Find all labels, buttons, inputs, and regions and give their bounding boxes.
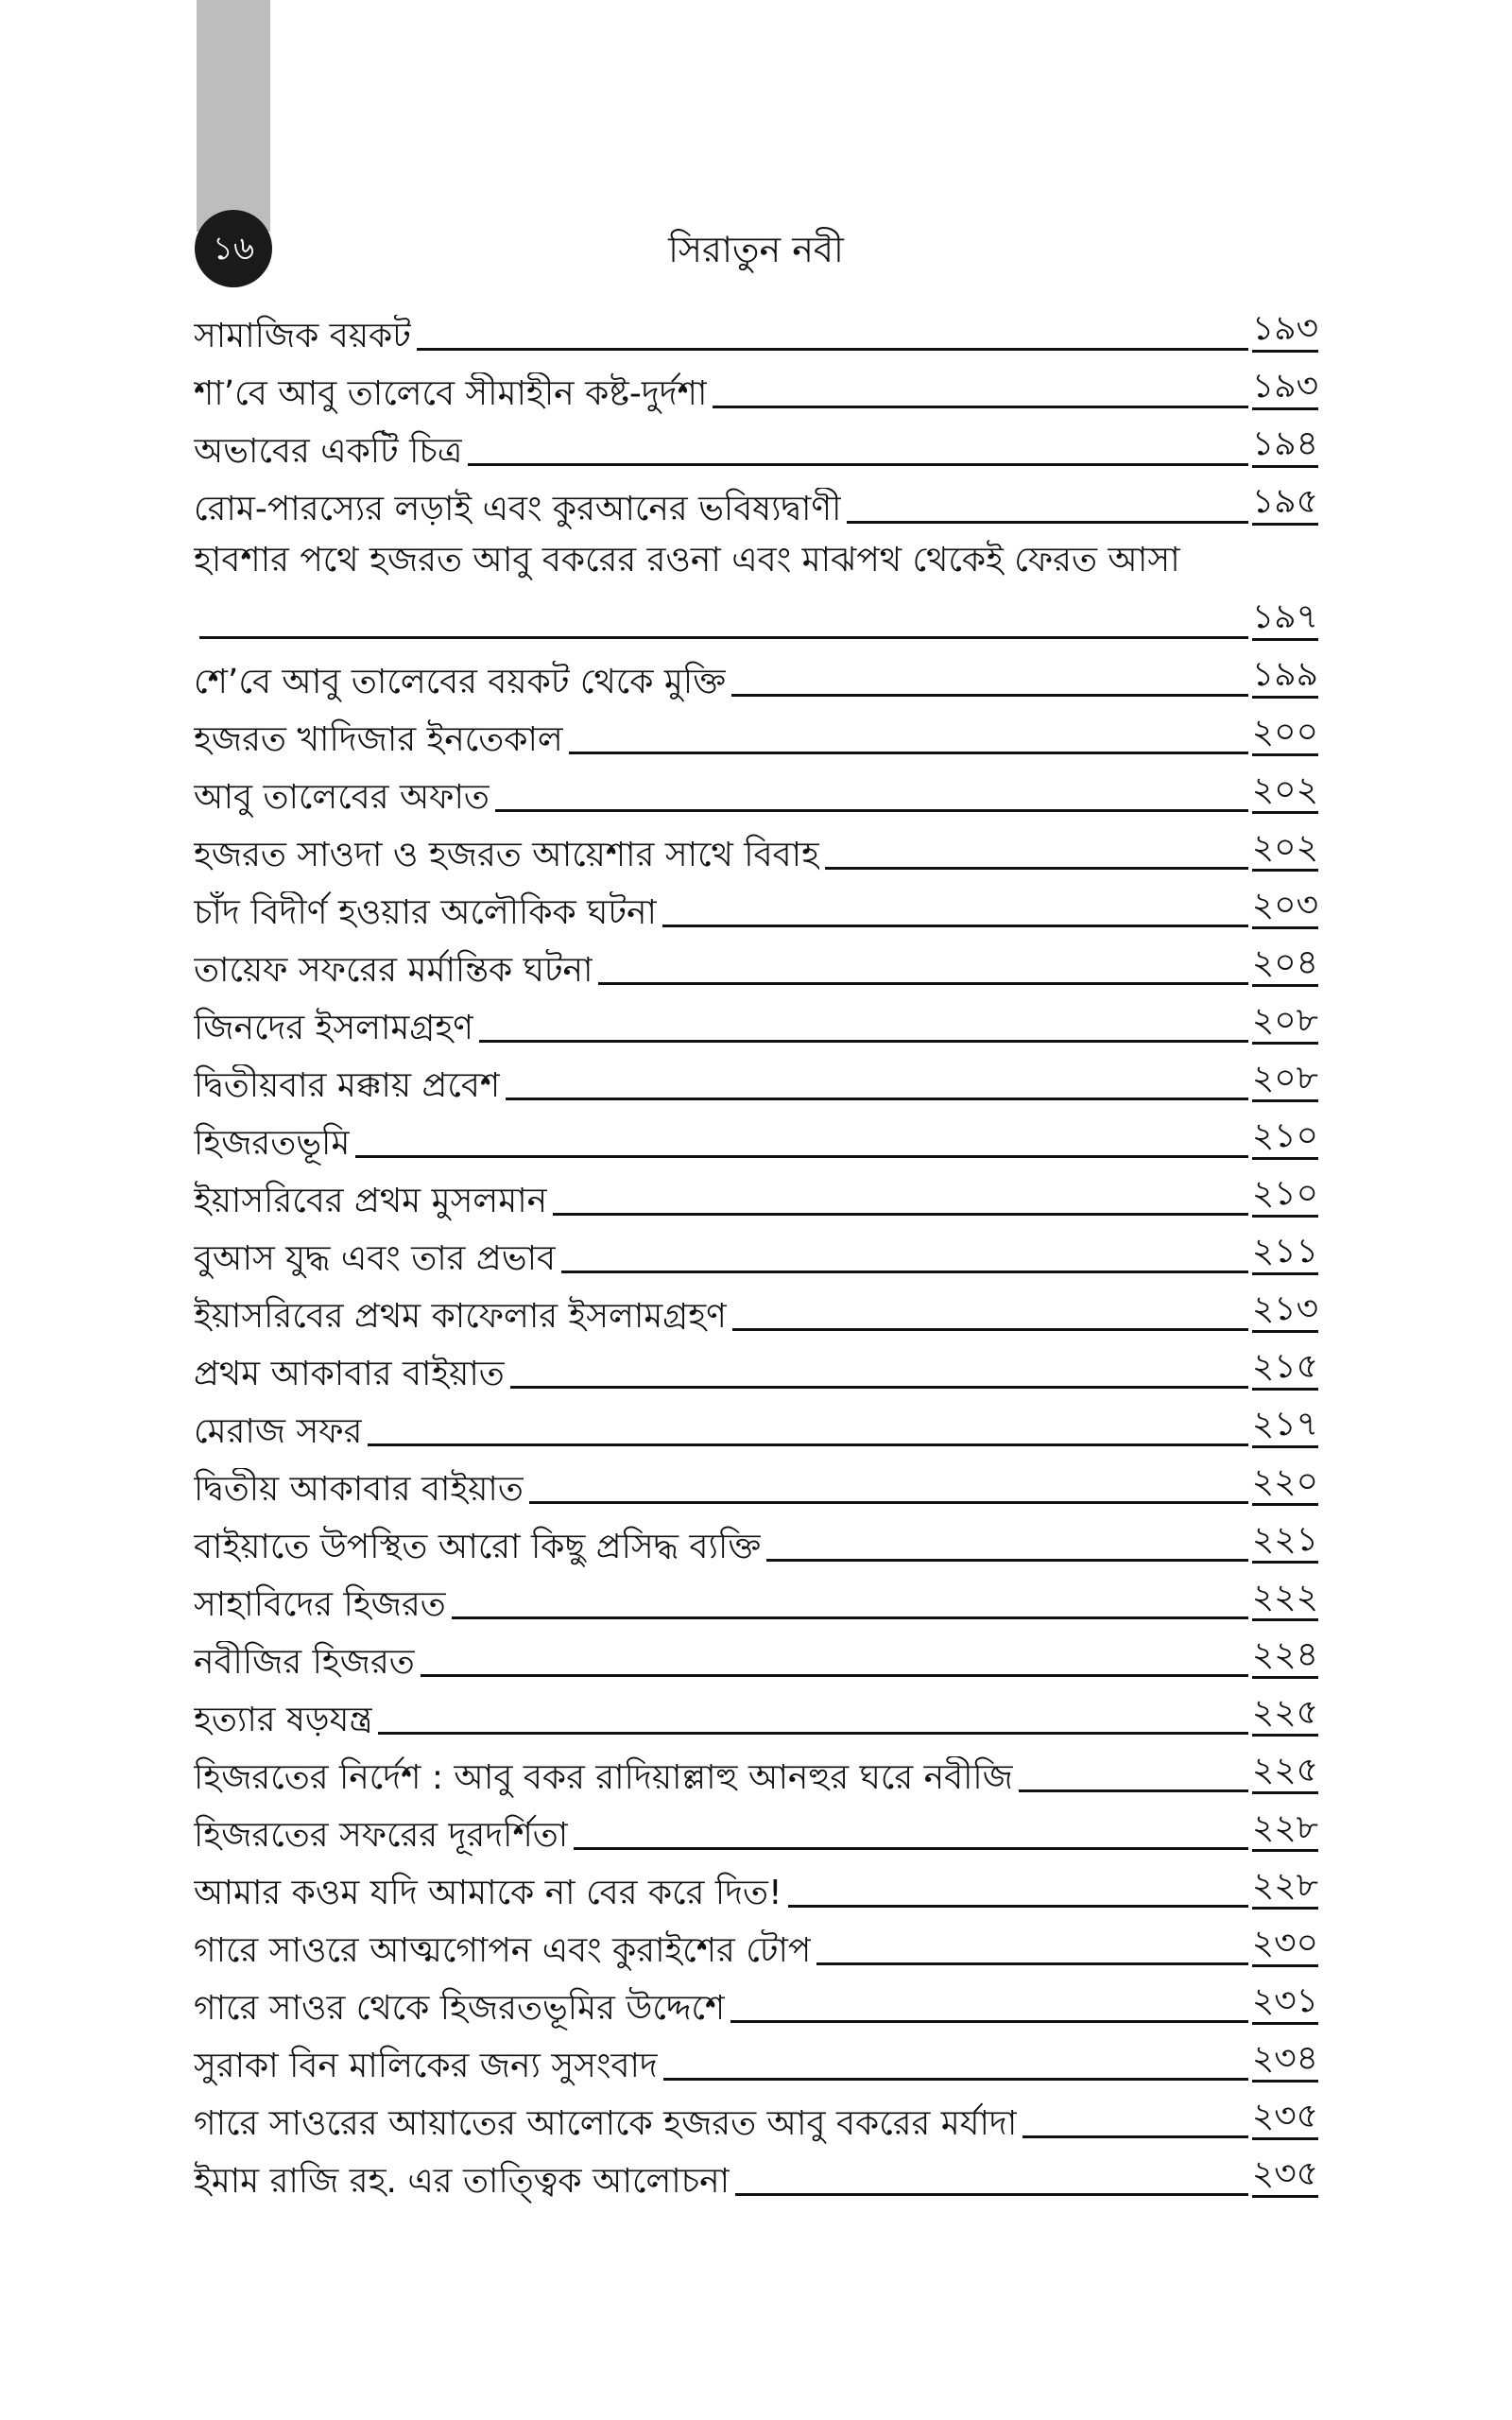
toc-entry-title: অভাবের একটি চিত্র (194, 432, 463, 471)
toc-entry-page: ২২৪ (1252, 1636, 1318, 1679)
toc-entry-page: ২১০ (1252, 1175, 1318, 1218)
toc-entry-title: বুআস যুদ্ধ এবং তার প্রভাব (194, 1239, 557, 1278)
toc-entry-page: ২২১ (1252, 1521, 1318, 1564)
toc-entry-page: ২৩৪ (1252, 2040, 1318, 2083)
toc-entry-title: জিনদের ইসলামগ্রহণ (194, 1009, 474, 1047)
toc-leader-line (529, 1501, 1248, 1504)
toc-entry (194, 647, 1318, 704)
toc-leader-line (569, 752, 1248, 754)
toc-entry (194, 1396, 1318, 1454)
toc-entry-page: ২২২ (1252, 1579, 1318, 1621)
toc-entry (194, 358, 1318, 416)
toc-entry (194, 416, 1318, 474)
toc-entry-title: ইয়াসরিবের প্রথম মুসলমান (194, 1182, 548, 1220)
toc-entry (194, 2088, 1318, 2146)
toc-leader-line (825, 867, 1248, 870)
toc-entry-title: হিজরতের নির্দেশ : আবু বকর রাদিয়াল্লাহু আনহুর ঘরে নবীজি (194, 1758, 1013, 1797)
toc-entry-page: ২০২ (1252, 829, 1318, 872)
toc-entry-title: গারে সাওর থেকে হিজরতভূমির উদ্দেশে (194, 1989, 726, 2028)
toc-entry-page: ১৯৭ (1252, 598, 1318, 641)
toc-entry (194, 935, 1318, 993)
toc-leader-line (378, 1732, 1247, 1735)
page-number-badge: ১৬ (195, 210, 272, 287)
toc-entry-page: ২০০ (1252, 714, 1318, 756)
toc-entry-page: ২৩০ (1252, 1925, 1318, 1967)
toc-leader-line (816, 1962, 1247, 1965)
toc-entry-title: দ্বিতীয় আকাবার বাইয়াত (194, 1470, 524, 1509)
toc-leader-line (847, 521, 1247, 524)
toc-entry-page: ২০৩ (1252, 887, 1318, 929)
toc-leader-line (506, 1098, 1248, 1100)
toc-leader-line (421, 1674, 1248, 1677)
toc-entry-title: শে’বে আবু তালেবের বয়কট থেকে মুক্তি (194, 663, 727, 701)
toc-leader-line (598, 982, 1247, 985)
toc-entry (194, 1800, 1318, 1858)
toc-entry-page: ২২৫ (1252, 1752, 1318, 1794)
toc-entry (194, 1569, 1318, 1627)
toc-entry (194, 1858, 1318, 1915)
toc-entry (194, 474, 1318, 531)
toc-entry (194, 762, 1318, 820)
running-head-title: সিরাতুন নবী (668, 229, 844, 270)
toc-leader-line (479, 1040, 1248, 1043)
toc-entry-title: হাবশার পথে হজরত আবু বকরের রওনা এবং মাঝপথ থেকেই ফেরত আসা (194, 541, 1180, 579)
toc-entry (194, 877, 1318, 935)
toc-entry-page: ১৯৫ (1252, 483, 1318, 526)
toc-entry (194, 1166, 1318, 1223)
toc-entry (194, 1223, 1318, 1281)
toc-entry (194, 531, 1318, 647)
table-of-contents (194, 301, 1318, 2204)
toc-entry-title: গারে সাওরের আয়াতের আলোকে হজরত আবু বকরের মর্যাদা (194, 2104, 1018, 2143)
toc-entry-title: হজরত সাওদা ও হজরত আয়েশার সাথে বিবাহ (194, 836, 820, 874)
toc-entry (194, 1339, 1318, 1396)
toc-leader-line (662, 925, 1248, 927)
toc-entry-title: ইয়াসরিবের প্রথম কাফেলার ইসলামগ্রহণ (194, 1297, 727, 1336)
toc-entry-page: ১৯৪ (1252, 425, 1318, 468)
toc-entry-wrap-line (194, 589, 1318, 647)
toc-entry (194, 1915, 1318, 1973)
toc-leader-line (731, 694, 1248, 697)
toc-entry-title: ইমাম রাজি রহ. এর তাত্ত্বিক আলোচনা (194, 2162, 730, 2201)
toc-leader-line (452, 1616, 1248, 1619)
toc-entry (194, 2031, 1318, 2088)
toc-leader-line (735, 2193, 1248, 2196)
toc-leader-line (495, 809, 1248, 812)
toc-entry-page: ২০৮ (1252, 1002, 1318, 1045)
toc-entry-page: ২৩৫ (1252, 2098, 1318, 2140)
toc-entry-title: মেরাজ সফর (194, 1412, 363, 1451)
toc-entry-title: আমার কওম যদি আমাকে না বের করে দিত! (194, 1874, 782, 1912)
toc-entry-page: ২২৫ (1252, 1694, 1318, 1737)
toc-entry-title: প্রথম আকাবার বাইয়াত (194, 1355, 505, 1393)
toc-entry-title: হত্যার ষড়যন্ত্র (194, 1701, 373, 1739)
toc-leader-line (732, 1328, 1248, 1331)
toc-entry-title: নবীজির হিজরত (194, 1643, 415, 1682)
toc-entry-page: ২১৫ (1252, 1348, 1318, 1391)
toc-entry (194, 993, 1318, 1050)
toc-leader-line (730, 2020, 1248, 2023)
toc-entry-page: ২২৮ (1252, 1809, 1318, 1852)
toc-entry-title: সাহাবিদের হিজরত (194, 1585, 446, 1624)
toc-entry-title: সুরাকা বিন মালিকের জন্য সুসংবাদ (194, 2047, 658, 2085)
toc-entry-title: রোম-পারস্যের লড়াই এবং কুরআনের ভবিষ্যদ্বাণী (194, 490, 842, 528)
toc-entry-page: ২৩৫ (1252, 2155, 1318, 2198)
toc-entry-page: ২০৮ (1252, 1060, 1318, 1102)
toc-entry-title: তায়েফ সফরের মর্মান্তিক ঘটনা (194, 951, 593, 990)
toc-leader-line (574, 1847, 1248, 1850)
toc-entry (194, 1108, 1318, 1166)
toc-entry-title: বাইয়াতে উপস্থিত আরো কিছু প্রসিদ্ধ ব্যক্তি (194, 1528, 762, 1566)
toc-entry (194, 301, 1318, 358)
toc-entry-page: ২১০ (1252, 1117, 1318, 1160)
toc-entry (194, 1050, 1318, 1108)
toc-entry-page: ২৩১ (1252, 1982, 1318, 2025)
toc-entry (194, 1281, 1318, 1339)
toc-entry-title: হজরত খাদিজার ইনতেকাল (194, 720, 563, 759)
toc-entry (194, 1512, 1318, 1569)
toc-entry-page: ২১১ (1252, 1233, 1318, 1275)
toc-leader-line (510, 1386, 1248, 1389)
toc-entry-title: হিজরতভূমি (194, 1124, 351, 1163)
toc-entry-title: চাঁদ বিদীর্ণ হওয়ার অলৌকিক ঘটনা (194, 893, 657, 932)
toc-entry-title: গারে সাওরে আত্মগোপন এবং কুরাইশের টোপ (194, 1931, 812, 1970)
page-edge-tab (197, 0, 270, 232)
toc-leader-line (368, 1443, 1247, 1446)
toc-entry (194, 1685, 1318, 1742)
toc-entry (194, 820, 1318, 877)
toc-entry-page: ২১৭ (1252, 1406, 1318, 1448)
toc-entry-page: ১৯৩ (1252, 310, 1318, 353)
toc-leader-line (713, 406, 1247, 408)
toc-entry-title: শা’বে আবু তালেবে সীমাহীন কষ্ট-দুর্দশা (194, 374, 708, 413)
toc-entry-page: ২০৪ (1252, 944, 1318, 987)
toc-entry-title: দ্বিতীয়বার মক্কায় প্রবেশ (194, 1066, 501, 1105)
toc-entry-page: ২২০ (1252, 1463, 1318, 1506)
toc-leader-line (355, 1155, 1247, 1158)
toc-leader-line (1019, 1789, 1248, 1792)
toc-leader-line (417, 348, 1248, 351)
toc-entry-page: ২১৩ (1252, 1290, 1318, 1333)
toc-entry-page: ২০২ (1252, 771, 1318, 814)
toc-entry (194, 2146, 1318, 2204)
toc-leader-line (663, 2078, 1248, 2081)
toc-entry-title: আবু তালেবের অফাত (194, 778, 490, 817)
toc-entry-title: সামাজিক বয়কট (194, 317, 411, 355)
toc-leader-line (788, 1905, 1248, 1908)
toc-leader-line (199, 636, 1248, 639)
toc-leader-line (1022, 2135, 1248, 2138)
toc-entry-page: ১৯৩ (1252, 368, 1318, 410)
toc-leader-line (766, 1559, 1248, 1562)
toc-entry (194, 704, 1318, 762)
toc-leader-line (468, 463, 1248, 466)
toc-entry-page: ২২৮ (1252, 1867, 1318, 1910)
toc-leader-line (553, 1213, 1248, 1216)
toc-entry-title: হিজরতের সফরের দূরদর্শিতা (194, 1816, 569, 1855)
toc-entry (194, 1973, 1318, 2031)
toc-entry (194, 1627, 1318, 1685)
toc-leader-line (561, 1270, 1248, 1273)
toc-entry (194, 1742, 1318, 1800)
toc-entry-page: ১৯৯ (1252, 656, 1318, 699)
toc-entry (194, 1454, 1318, 1512)
